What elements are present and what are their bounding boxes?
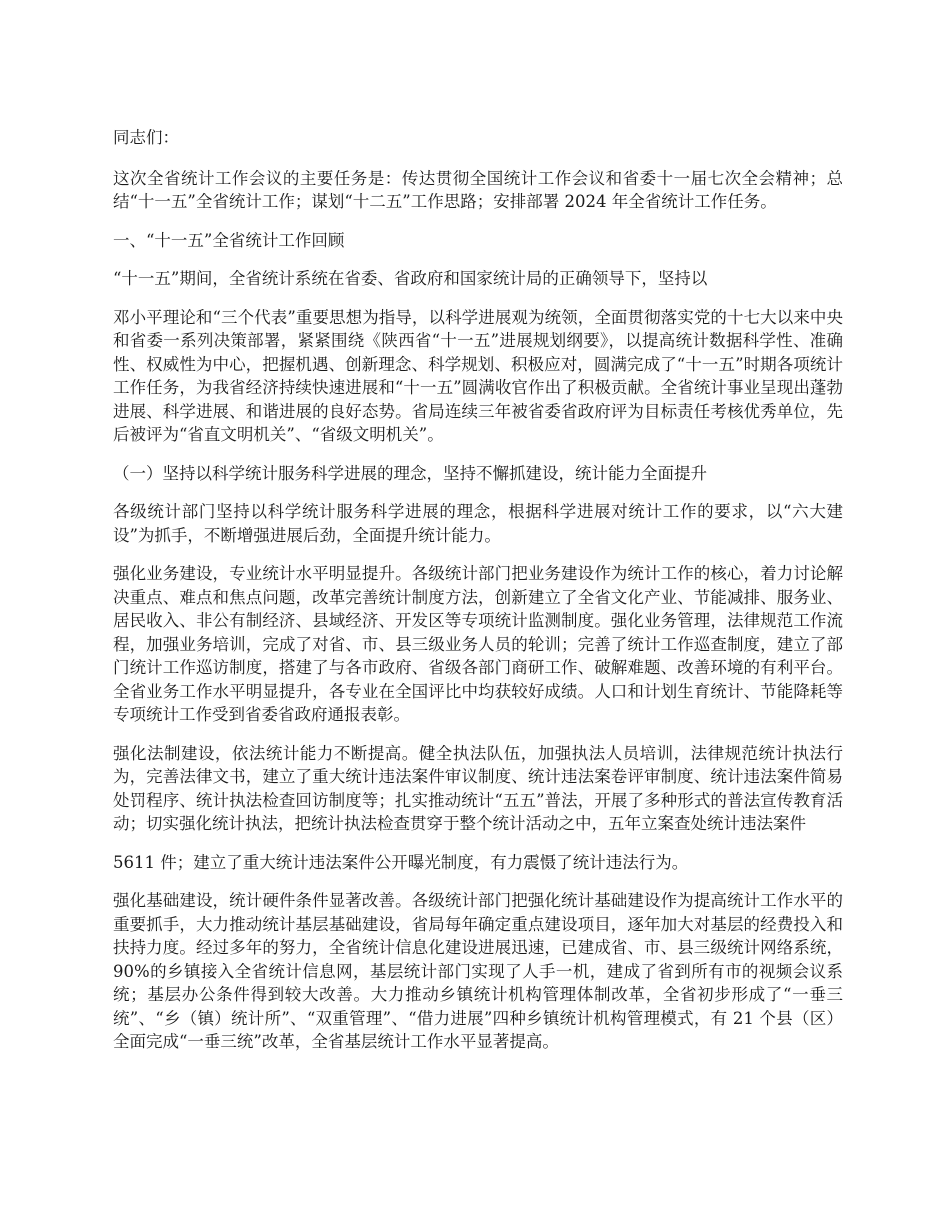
subsection-heading-capacity: （一）坚持以科学统计服务科学进展的理念，坚持不懈抓建设，统计能力全面提升 [113,463,707,483]
paragraph-infrastructure-construction: 强化基础建设，统计硬件条件显著改善。各级统计部门把强化统计基础建设作为提高统计工作水平的重要抓手，大力推动统计基层基础建设，省局每年确定重点建设项目，逐年加大对基层的经费投入和扶持力度。经过多年的努力，全省统计信息化建设进展迅速，已建成省、市、县三级统计网络系统，90%的乡镇接入全省统计信息网，基层统计部门实现了人手一机，建成了省到所有市的视频会议系统；基层办公条件得到较大改善。大力推动乡镇统计机构管理体制改革，全省初步形成了“一垂三统”、“乡（镇）统计所”、“双重管理”、“借力进展”四种乡镇统计机构管理模式，有 21 个县（区）全面完成“一垂三统”改革，全省基层统计工作水平显著提高。 [113,891,843,1051]
paragraph-violation-cases: 5611 件；建立了重大统计违法案件公开曝光制度，有力震慑了统计违法行为。 [113,852,689,872]
document-body [113,126,843,1069]
section-heading-review: 一、“十一五”全省统计工作回顾 [113,230,345,250]
paragraph-business-construction: 强化业务建设，专业统计水平明显提升。各级统计部门把业务建设作为统计工作的核心，着力讨论解决重点、难点和焦点问题，改革完善统计制度方法，创新建立了全省文化产业、节能减排、服务业、居民收入、非公有制经济、县域经济、开发区等专项统计监测制度。强化业务管理，法律规范工作流程，加强业务培训，完成了对省、市、县三级业务人员的轮训；完善了统计工作巡查制度，建立了部门统计工作巡访制度，搭建了与各市政府、省级各部门商研工作、破解难题、改善环境的有利平台。全省业务工作水平明显提升，各专业在全国评比中均获较好成绩。人口和计划生育统计、节能降耗等专项统计工作受到省委省政府通报表彰。 [113,564,843,724]
paragraph-legal-construction: 强化法制建设，依法统计能力不断提高。健全执法队伍，加强执法人员培训，法律规范统计执法行为，完善法律文书，建立了重大统计违法案件审议制度、统计违法案卷评审制度、统计违法案件简易处罚程序、统计执法检查回访制度等；扎实推动统计“五五”普法，开展了多种形式的普法宣传教育活动；切实强化统计执法，把统计执法检查贯穿于整个统计活动之中，五年立案查处统计违法案件 [113,743,843,833]
paragraph-period-opening: “十一五”期间，全省统计系统在省委、省政府和国家统计局的正确领导下，坚持以 [113,269,708,288]
paragraph-intro: 这次全省统计工作会议的主要任务是：传达贯彻全国统计工作会议和省委十一届七次全会精神；总结“十一五”全省统计工作；谋划“十二五”工作思路；安排部署 2024 年全省统计工作任务。 [113,168,843,211]
greeting: 同志们： [113,128,179,147]
paragraph-achievements: 邓小平理论和“三个代表”重要思想为指导，以科学进展观为统领，全面贯彻落实党的十七大以来中央和省委一系列决策部署，紧紧围绕《陕西省“十一五”进展规划纲要》，以提高统计数据科学性、准确性、权威性为中心，把握机遇、创新理念、科学规划、积极应对，圆满完成了“十一五”时期各项统计工作任务，为我省经济持续快速进展和“十一五”圆满收官作出了积极贡献。全省统计事业呈现出蓬勃进展、科学进展、和谐进展的良好态势。省局连续三年被省委省政府评为目标责任考核优秀单位，先后被评为“省直文明机关”、“省级文明机关”。 [113,307,843,444]
paragraph-six-constructions: 各级统计部门坚持以科学统计服务科学进展的理念，根据科学进展对统计工作的要求，以“六大建设”为抓手，不断增强进展后劲，全面提升统计能力。 [113,502,843,545]
